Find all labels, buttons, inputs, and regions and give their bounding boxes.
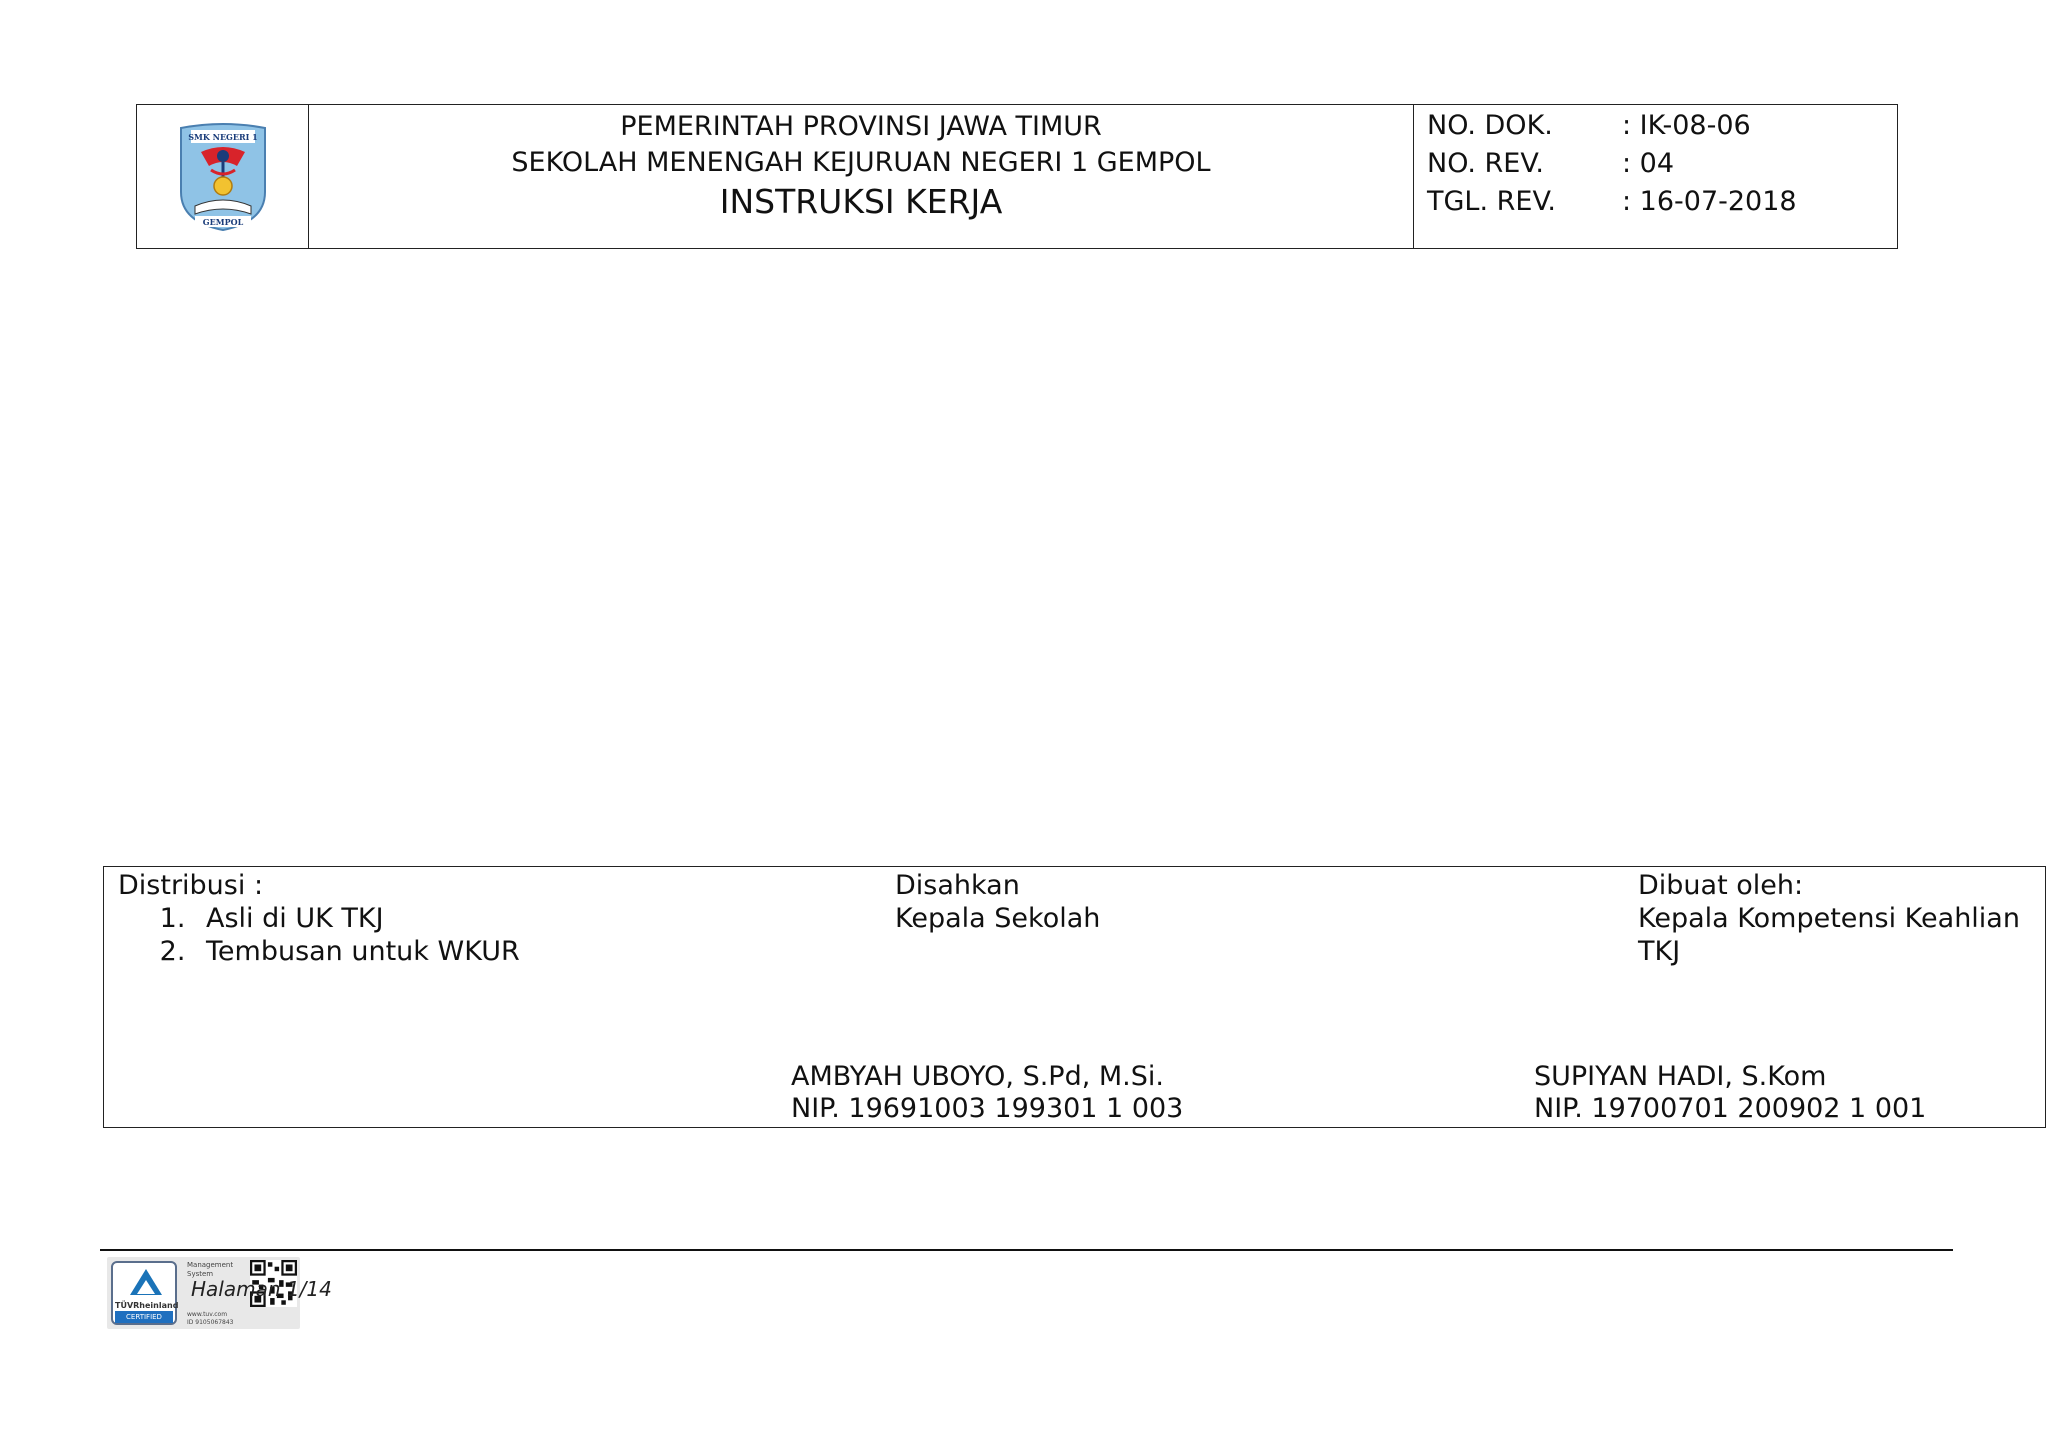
meta-value: : IK-08-06 [1622,110,1751,141]
government-title: PEMERINTAH PROVINSI JAWA TIMUR [620,111,1102,142]
logo-cell [137,105,309,248]
distribution-column [118,869,520,968]
cert-certified: CERTIFIED [115,1311,173,1323]
made-by-column [1638,869,2045,968]
author-signature-block [1534,1061,1926,1125]
cert-web: www.tuv.com [187,1311,228,1318]
author-nip: NIP. 19700701 200902 1 001 [1534,1093,1927,1124]
approved-label: Disahkan [895,870,1020,901]
tuv-logo [111,1261,177,1325]
cert-system-line: Management [187,1261,234,1269]
title-cell [309,105,1414,248]
made-by-label: Dibuat oleh: [1638,870,1804,901]
distribution-label: Distribusi : [118,870,264,901]
list-item: 2. Tembusan untuk WKUR [194,935,520,968]
meta-value: : 04 [1622,148,1675,179]
approver-name: AMBYAH UBOYO, S.Pd, M.Si. [791,1061,1164,1092]
meta-value: : 16-07-2018 [1622,186,1797,217]
cert-footer-text [187,1311,233,1327]
school-title: SEKOLAH MENENGAH KEJURUAN NEGERI 1 GEMPOL [511,147,1211,178]
author-name: SUPIYAN HADI, S.Kom [1534,1061,1827,1092]
meta-row-revision [1427,145,1897,183]
approved-role: Kepala Sekolah [895,903,1101,934]
distribution-list [118,902,520,968]
school-emblem-icon [171,122,275,232]
cert-brand: TÜVRheinland [115,1301,179,1310]
cert-id: ID 9105067843 [187,1319,234,1326]
footer-divider [100,1249,1953,1251]
meta-key: NO. REV. [1427,148,1544,179]
document-title: INSTRUKSI KERJA [719,182,1003,221]
meta-row-revision-date [1427,183,1897,221]
approver-signature-block [791,1061,1183,1125]
document-header [136,104,1898,249]
approved-column [895,869,1100,935]
approver-nip: NIP. 19691003 199301 1 003 [791,1093,1184,1124]
cert-system-line: System [187,1270,214,1278]
meta-key: NO. DOK. [1427,110,1553,141]
logo-bottom-text: GEMPOL [202,216,243,227]
document-meta [1414,105,1897,248]
logo-top-text: SMK NEGERI 1 [187,131,258,142]
list-item: 1. Asli di UK TKJ [194,902,520,935]
meta-row-doc-number [1427,107,1897,145]
meta-key: TGL. REV. [1427,186,1557,217]
page-number: Halaman 1/14 [191,1277,332,1301]
made-by-role: Kepala Kompetensi Keahlian TKJ [1638,903,2020,967]
